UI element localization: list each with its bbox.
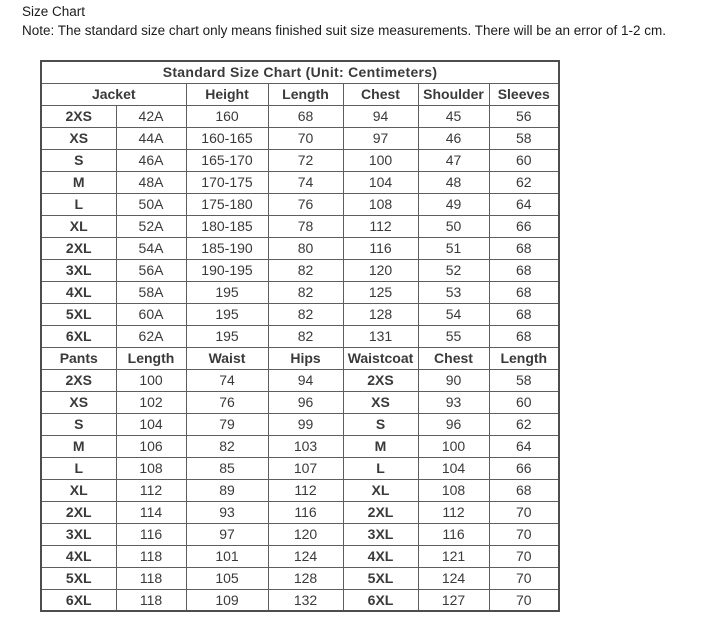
jacket-measurement-cell: 116 — [343, 237, 418, 259]
jacket-measurement-cell: 56 — [489, 105, 559, 127]
waistcoat-measurement-cell: 68 — [489, 479, 559, 501]
jacket-measurement-cell: 70 — [268, 127, 343, 149]
jacket-size-cell: L — [41, 193, 116, 215]
jacket-measurement-cell: 46 — [418, 127, 489, 149]
waistcoat-measurement-cell: 70 — [489, 523, 559, 545]
pants-size-cell: 3XL — [41, 523, 116, 545]
pants-size-cell: 4XL — [41, 545, 116, 567]
jacket-fit-code-cell: 62A — [116, 325, 186, 347]
waistcoat-measurement-cell: 116 — [418, 523, 489, 545]
waistcoat-size-cell: 2XS — [343, 369, 418, 391]
jacket-measurement-cell: 108 — [343, 193, 418, 215]
jacket-table-row — [41, 149, 559, 171]
pants-measurement-cell: 116 — [116, 523, 186, 545]
pants-measurement-cell: 128 — [268, 567, 343, 589]
pants-size-cell: 6XL — [41, 589, 116, 611]
jacket-table-row — [41, 259, 559, 281]
jacket-measurement-cell: 55 — [418, 325, 489, 347]
jacket-measurement-cell: 47 — [418, 149, 489, 171]
jacket-measurement-cell: 48 — [418, 171, 489, 193]
jacket-measurement-cell: 100 — [343, 149, 418, 171]
waistcoat-size-cell: XS — [343, 391, 418, 413]
waistcoat-size-cell: 5XL — [343, 567, 418, 589]
jacket-measurement-cell: 68 — [489, 325, 559, 347]
jacket-measurement-cell: 72 — [268, 149, 343, 171]
pants-size-cell: 2XS — [41, 369, 116, 391]
pants-measurement-cell: 107 — [268, 457, 343, 479]
pants-header-row — [41, 347, 559, 369]
page-note: Note: The standard size chart only means finished suit size measurements. There will be an error of 1-2 cm. — [22, 23, 667, 38]
jacket-measurement-cell: 175-180 — [186, 193, 268, 215]
pants-measurement-cell: 114 — [116, 501, 186, 523]
pants-measurement-cell: 104 — [116, 413, 186, 435]
waistcoat-measurement-cell: 121 — [418, 545, 489, 567]
pants-table-row — [41, 369, 559, 391]
jacket-measurement-cell: 68 — [489, 259, 559, 281]
jacket-measurement-cell: 68 — [489, 303, 559, 325]
waistcoat-measurement-cell: 124 — [418, 567, 489, 589]
jacket-measurement-cell: 195 — [186, 325, 268, 347]
jacket-table-row — [41, 237, 559, 259]
jacket-fit-code-cell: 58A — [116, 281, 186, 303]
jacket-measurement-cell: 80 — [268, 237, 343, 259]
pants-header-cell: Waistcoat — [343, 347, 418, 369]
jacket-measurement-cell: 49 — [418, 193, 489, 215]
waistcoat-size-cell: M — [343, 435, 418, 457]
waistcoat-size-cell: 2XL — [343, 501, 418, 523]
jacket-measurement-cell: 125 — [343, 281, 418, 303]
jacket-measurement-cell: 195 — [186, 303, 268, 325]
pants-measurement-cell: 100 — [116, 369, 186, 391]
jacket-table-row — [41, 105, 559, 127]
jacket-size-cell: 3XL — [41, 259, 116, 281]
waistcoat-measurement-cell: 60 — [489, 391, 559, 413]
pants-measurement-cell: 132 — [268, 589, 343, 611]
pants-measurement-cell: 99 — [268, 413, 343, 435]
pants-measurement-cell: 74 — [186, 369, 268, 391]
jacket-fit-code-cell: 42A — [116, 105, 186, 127]
size-chart-table — [40, 60, 560, 612]
jacket-size-cell: 2XS — [41, 105, 116, 127]
waistcoat-size-cell: 3XL — [343, 523, 418, 545]
jacket-measurement-cell: 104 — [343, 171, 418, 193]
waistcoat-size-cell: 4XL — [343, 545, 418, 567]
pants-header-cell: Waist — [186, 347, 268, 369]
pants-measurement-cell: 102 — [116, 391, 186, 413]
jacket-measurement-cell: 82 — [268, 303, 343, 325]
jacket-size-cell: XS — [41, 127, 116, 149]
pants-table-row — [41, 413, 559, 435]
jacket-measurement-cell: 68 — [489, 281, 559, 303]
jacket-measurement-cell: 45 — [418, 105, 489, 127]
pants-table-row — [41, 567, 559, 589]
pants-header-cell: Chest — [418, 347, 489, 369]
jacket-measurement-cell: 97 — [343, 127, 418, 149]
jacket-measurement-cell: 180-185 — [186, 215, 268, 237]
jacket-header-cell: Length — [268, 83, 343, 105]
waistcoat-measurement-cell: 90 — [418, 369, 489, 391]
jacket-measurement-cell: 120 — [343, 259, 418, 281]
pants-measurement-cell: 118 — [116, 589, 186, 611]
pants-measurement-cell: 109 — [186, 589, 268, 611]
pants-table-row — [41, 523, 559, 545]
pants-measurement-cell: 118 — [116, 545, 186, 567]
pants-table-row — [41, 391, 559, 413]
waistcoat-size-cell: XL — [343, 479, 418, 501]
jacket-table-row — [41, 325, 559, 347]
jacket-table-row — [41, 193, 559, 215]
pants-measurement-cell: 94 — [268, 369, 343, 391]
waistcoat-measurement-cell: 96 — [418, 413, 489, 435]
pants-size-cell: 2XL — [41, 501, 116, 523]
pants-measurement-cell: 105 — [186, 567, 268, 589]
pants-measurement-cell: 76 — [186, 391, 268, 413]
jacket-table-row — [41, 281, 559, 303]
jacket-measurement-cell: 82 — [268, 259, 343, 281]
jacket-fit-code-cell: 60A — [116, 303, 186, 325]
jacket-fit-code-cell: 54A — [116, 237, 186, 259]
pants-measurement-cell: 103 — [268, 435, 343, 457]
jacket-size-cell: 5XL — [41, 303, 116, 325]
jacket-size-cell: 6XL — [41, 325, 116, 347]
jacket-measurement-cell: 112 — [343, 215, 418, 237]
pants-measurement-cell: 89 — [186, 479, 268, 501]
pants-measurement-cell: 101 — [186, 545, 268, 567]
waistcoat-measurement-cell: 64 — [489, 435, 559, 457]
jacket-fit-code-cell: 56A — [116, 259, 186, 281]
pants-measurement-cell: 97 — [186, 523, 268, 545]
table-title-row — [41, 61, 559, 83]
jacket-header-row — [41, 83, 559, 105]
jacket-measurement-cell: 60 — [489, 149, 559, 171]
jacket-table-row — [41, 303, 559, 325]
jacket-table-row — [41, 171, 559, 193]
waistcoat-measurement-cell: 70 — [489, 589, 559, 611]
waistcoat-measurement-cell: 100 — [418, 435, 489, 457]
pants-measurement-cell: 85 — [186, 457, 268, 479]
page-title: Size Chart — [22, 4, 86, 19]
pants-measurement-cell: 79 — [186, 413, 268, 435]
jacket-measurement-cell: 94 — [343, 105, 418, 127]
pants-size-cell: XS — [41, 391, 116, 413]
jacket-table-row — [41, 215, 559, 237]
waistcoat-measurement-cell: 127 — [418, 589, 489, 611]
waistcoat-size-cell: 6XL — [343, 589, 418, 611]
jacket-measurement-cell: 51 — [418, 237, 489, 259]
jacket-measurement-cell: 160-165 — [186, 127, 268, 149]
jacket-measurement-cell: 190-195 — [186, 259, 268, 281]
waistcoat-measurement-cell: 112 — [418, 501, 489, 523]
waistcoat-measurement-cell: 70 — [489, 545, 559, 567]
jacket-measurement-cell: 54 — [418, 303, 489, 325]
waistcoat-measurement-cell: 70 — [489, 501, 559, 523]
pants-size-cell: XL — [41, 479, 116, 501]
jacket-fit-code-cell: 52A — [116, 215, 186, 237]
jacket-header-cell: Sleeves — [489, 83, 559, 105]
jacket-header-cell: Chest — [343, 83, 418, 105]
jacket-measurement-cell: 82 — [268, 281, 343, 303]
pants-measurement-cell: 112 — [268, 479, 343, 501]
jacket-measurement-cell: 50 — [418, 215, 489, 237]
pants-header-cell: Length — [116, 347, 186, 369]
jacket-measurement-cell: 195 — [186, 281, 268, 303]
jacket-measurement-cell: 170-175 — [186, 171, 268, 193]
pants-measurement-cell: 120 — [268, 523, 343, 545]
pants-measurement-cell: 93 — [186, 501, 268, 523]
pants-measurement-cell: 108 — [116, 457, 186, 479]
jacket-measurement-cell: 131 — [343, 325, 418, 347]
waistcoat-measurement-cell: 66 — [489, 457, 559, 479]
waistcoat-measurement-cell: 62 — [489, 413, 559, 435]
pants-header-cell: Length — [489, 347, 559, 369]
waistcoat-size-cell: L — [343, 457, 418, 479]
jacket-measurement-cell: 165-170 — [186, 149, 268, 171]
pants-measurement-cell: 118 — [116, 567, 186, 589]
waistcoat-measurement-cell: 108 — [418, 479, 489, 501]
jacket-size-cell: M — [41, 171, 116, 193]
pants-measurement-cell: 112 — [116, 479, 186, 501]
jacket-size-cell: XL — [41, 215, 116, 237]
pants-measurement-cell: 116 — [268, 501, 343, 523]
jacket-measurement-cell: 62 — [489, 171, 559, 193]
pants-table-row — [41, 435, 559, 457]
jacket-measurement-cell: 160 — [186, 105, 268, 127]
jacket-size-cell: 4XL — [41, 281, 116, 303]
pants-measurement-cell: 124 — [268, 545, 343, 567]
jacket-measurement-cell: 185-190 — [186, 237, 268, 259]
jacket-size-cell: 2XL — [41, 237, 116, 259]
pants-size-cell: L — [41, 457, 116, 479]
pants-table-row — [41, 457, 559, 479]
jacket-measurement-cell: 68 — [489, 237, 559, 259]
jacket-measurement-cell: 68 — [268, 105, 343, 127]
pants-measurement-cell: 82 — [186, 435, 268, 457]
pants-size-cell: S — [41, 413, 116, 435]
jacket-fit-code-cell: 46A — [116, 149, 186, 171]
pants-size-cell: M — [41, 435, 116, 457]
jacket-fit-code-cell: 44A — [116, 127, 186, 149]
pants-measurement-cell: 96 — [268, 391, 343, 413]
waistcoat-size-cell: S — [343, 413, 418, 435]
waistcoat-measurement-cell: 93 — [418, 391, 489, 413]
jacket-header-cell: Shoulder — [418, 83, 489, 105]
jacket-header-cell: Height — [186, 83, 268, 105]
pants-table-row — [41, 479, 559, 501]
waistcoat-measurement-cell: 70 — [489, 567, 559, 589]
jacket-measurement-cell: 74 — [268, 171, 343, 193]
jacket-measurement-cell: 82 — [268, 325, 343, 347]
jacket-measurement-cell: 53 — [418, 281, 489, 303]
pants-size-cell: 5XL — [41, 567, 116, 589]
jacket-fit-code-cell: 48A — [116, 171, 186, 193]
jacket-measurement-cell: 128 — [343, 303, 418, 325]
waistcoat-measurement-cell: 104 — [418, 457, 489, 479]
jacket-measurement-cell: 52 — [418, 259, 489, 281]
jacket-fit-code-cell: 50A — [116, 193, 186, 215]
jacket-measurement-cell: 76 — [268, 193, 343, 215]
jacket-measurement-cell: 78 — [268, 215, 343, 237]
jacket-table-row — [41, 127, 559, 149]
size-chart-container — [40, 60, 560, 612]
pants-table-row — [41, 589, 559, 611]
pants-header-cell: Hips — [268, 347, 343, 369]
pants-table-row — [41, 501, 559, 523]
jacket-measurement-cell: 58 — [489, 127, 559, 149]
pants-measurement-cell: 106 — [116, 435, 186, 457]
jacket-header-cell: Jacket — [41, 83, 186, 105]
jacket-size-cell: S — [41, 149, 116, 171]
jacket-measurement-cell: 64 — [489, 193, 559, 215]
waistcoat-measurement-cell: 58 — [489, 369, 559, 391]
pants-table-row — [41, 545, 559, 567]
jacket-measurement-cell: 66 — [489, 215, 559, 237]
table-title: Standard Size Chart (Unit: Centimeters) — [41, 61, 559, 83]
pants-header-cell: Pants — [41, 347, 116, 369]
